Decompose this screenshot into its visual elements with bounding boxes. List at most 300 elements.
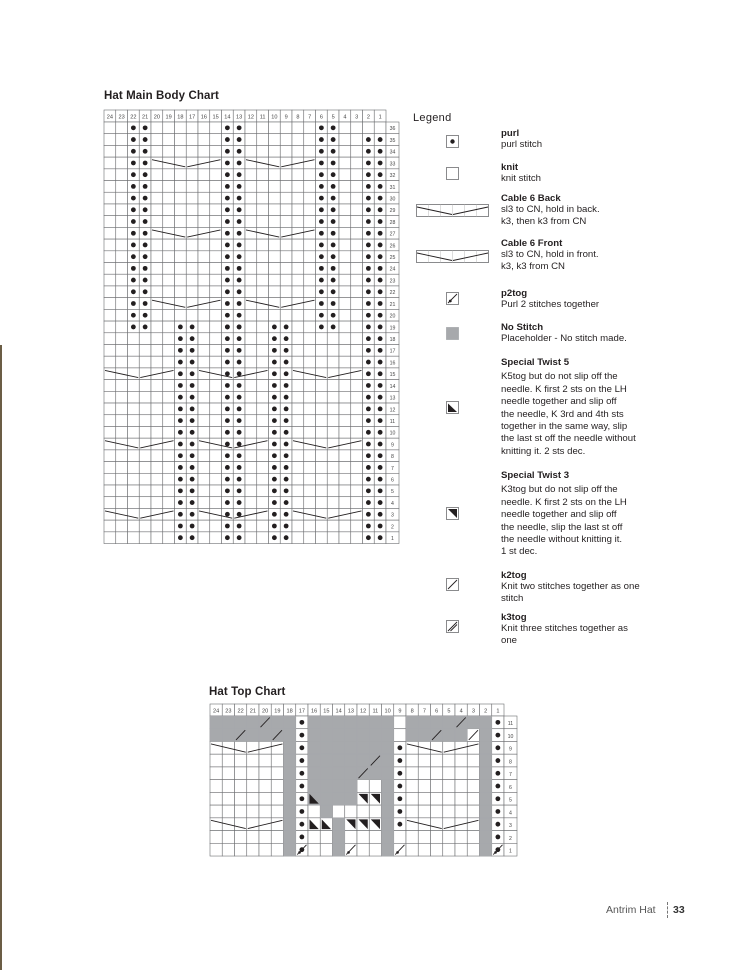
main-chart-cell (163, 356, 175, 368)
main-chart-cell (269, 204, 281, 216)
main-chart-cell (292, 309, 304, 321)
main-chart-cell (339, 157, 351, 169)
main-chart-row-label: 36 (389, 126, 396, 133)
main-chart-cell (257, 450, 269, 462)
main-chart-col-label: 15 (212, 114, 219, 121)
purl-dot (272, 371, 277, 376)
purl-dot (319, 266, 324, 271)
purl-dot (225, 137, 230, 142)
top-chart-cell (308, 805, 320, 818)
main-chart-cell (210, 216, 222, 228)
main-chart-cell (163, 145, 175, 157)
purl-dot (237, 395, 242, 400)
purl-dot (284, 383, 289, 388)
main-chart-cell (316, 520, 328, 532)
main-chart-cell (198, 497, 210, 509)
purl-dot (225, 196, 230, 201)
purl-dot (378, 430, 383, 435)
main-chart-cell (128, 356, 140, 368)
main-chart-cell (116, 145, 128, 157)
main-chart-cell (327, 497, 339, 509)
main-chart-cell (257, 204, 269, 216)
top-chart-cell (406, 818, 418, 831)
main-chart-cell (257, 239, 269, 251)
main-chart-cell (257, 473, 269, 485)
purl-dot (378, 266, 383, 271)
no-stitch-cell (345, 729, 357, 742)
top-chart-cell (418, 792, 430, 805)
top-chart-cell (271, 754, 283, 767)
main-chart-cell (210, 497, 222, 509)
no-stitch-cell (418, 729, 430, 742)
main-chart-cell (351, 309, 363, 321)
no-stitch-cell (333, 716, 345, 729)
main-chart-cell (316, 462, 328, 474)
top-chart-cell (210, 805, 222, 818)
main-chart-cell (292, 216, 304, 228)
purl-dot (378, 512, 383, 517)
main-chart-col-label: 20 (153, 114, 160, 121)
main-chart-cell (151, 344, 163, 356)
purl-dot (284, 488, 289, 493)
main-chart-cell (245, 450, 257, 462)
purl-dot (237, 254, 242, 259)
main-chart-cell (186, 263, 198, 275)
main-chart-cell (339, 380, 351, 392)
purl-dot (225, 231, 230, 236)
main-chart-cell (269, 122, 281, 134)
purl-dot (495, 809, 500, 814)
special-twist-3-icon (446, 507, 459, 520)
main-chart-cell (292, 403, 304, 415)
main-chart-col-label: 11 (259, 114, 266, 121)
main-chart-cell (198, 344, 210, 356)
top-chart-row-label: 7 (509, 772, 512, 779)
top-chart-cell (443, 780, 455, 793)
purl-dot (378, 524, 383, 529)
main-chart-cell (316, 415, 328, 427)
main-chart-cell (198, 368, 210, 380)
no-stitch-cell (357, 729, 369, 742)
purl-dot (319, 125, 324, 130)
main-chart-cell (327, 520, 339, 532)
main-chart-cell (257, 391, 269, 403)
main-chart-cell (257, 403, 269, 415)
main-chart-col-label: 8 (296, 114, 300, 121)
main-chart-cell (151, 462, 163, 474)
purl-dot (272, 336, 277, 341)
purl-dot (143, 207, 148, 212)
purl-dot (225, 488, 230, 493)
purl-dot (366, 383, 371, 388)
top-chart-cell (418, 780, 430, 793)
main-chart-row-label: 5 (391, 489, 394, 496)
legend-name: Cable 6 Back (501, 193, 561, 204)
top-chart-col-label: 15 (323, 708, 330, 715)
legend-name: purl (501, 128, 520, 139)
main-chart-cell (304, 145, 316, 157)
main-chart-cell (245, 181, 257, 193)
no-stitch-cell (357, 716, 369, 729)
main-chart-cell (245, 251, 257, 263)
main-chart-cell (245, 239, 257, 251)
main-chart-cell (304, 204, 316, 216)
p2tog-icon (446, 292, 459, 305)
top-chart-cell (394, 831, 406, 844)
main-chart-cell (198, 380, 210, 392)
purl-dot (331, 325, 336, 330)
main-chart-cell (186, 286, 198, 298)
main-chart-col-label: 23 (118, 114, 125, 121)
main-chart-cell (351, 391, 363, 403)
top-chart-cell (443, 805, 455, 818)
purl-dot (299, 809, 304, 814)
footer-title: Antrim Hat (606, 904, 656, 916)
main-chart-cell (339, 145, 351, 157)
main-chart-cell (257, 426, 269, 438)
purl-dot (237, 231, 242, 236)
top-chart-cell (235, 843, 247, 856)
no-stitch-cell (284, 729, 296, 742)
main-chart-cell (116, 239, 128, 251)
main-chart-cell (116, 157, 128, 169)
main-chart-cell (151, 309, 163, 321)
main-chart-cell (151, 485, 163, 497)
main-chart-cell (245, 274, 257, 286)
purl-dot-icon (446, 135, 459, 148)
purl-dot (284, 360, 289, 365)
main-chart-row-label: 30 (389, 196, 396, 203)
purl-dot (225, 336, 230, 341)
purl-dot (237, 442, 242, 447)
main-chart-cell (198, 122, 210, 134)
main-chart-cell (351, 462, 363, 474)
main-chart-cell (186, 181, 198, 193)
main-chart-row-label: 12 (389, 407, 396, 414)
main-chart-cell (104, 216, 116, 228)
main-chart-cell (163, 473, 175, 485)
purl-dot (378, 289, 383, 294)
main-chart-cell (104, 462, 116, 474)
top-chart-cell (455, 805, 467, 818)
no-stitch-cell (382, 767, 394, 780)
purl-dot (299, 733, 304, 738)
main-chart-cell (292, 286, 304, 298)
main-chart-cell (327, 333, 339, 345)
top-chart-cell (467, 805, 479, 818)
main-chart-cell (175, 216, 187, 228)
top-chart-cell (210, 831, 222, 844)
main-chart-cell (198, 415, 210, 427)
main-chart-cell (351, 415, 363, 427)
main-chart-cell (104, 204, 116, 216)
purl-dot (366, 430, 371, 435)
top-chart-cell (455, 843, 467, 856)
main-chart-cell (292, 263, 304, 275)
main-chart-cell (151, 286, 163, 298)
main-chart-cell (210, 134, 222, 146)
top-chart-row-label: 10 (507, 733, 514, 740)
purl-dot (366, 360, 371, 365)
purl-dot (131, 301, 136, 306)
main-chart-cell (104, 122, 116, 134)
purl-dot (225, 161, 230, 166)
main-chart-cell (245, 485, 257, 497)
purl-dot (225, 254, 230, 259)
main-chart-cell (363, 122, 375, 134)
main-chart-cell (339, 426, 351, 438)
purl-dot (272, 500, 277, 505)
purl-dot (190, 360, 195, 365)
no-stitch-cell (284, 805, 296, 818)
no-stitch-cell (480, 729, 492, 742)
no-stitch-cell (284, 767, 296, 780)
main-chart-cell (116, 356, 128, 368)
purl-dot (143, 278, 148, 283)
purl-dot (272, 442, 277, 447)
purl-dot (378, 395, 383, 400)
purl-dot (225, 207, 230, 212)
top-chart-cell (320, 843, 332, 856)
purl-dot (143, 325, 148, 330)
purl-dot (378, 313, 383, 318)
top-chart-cell (357, 843, 369, 856)
purl-dot (237, 207, 242, 212)
purl-dot (319, 278, 324, 283)
main-chart-cell (245, 263, 257, 275)
no-stitch-cell (320, 729, 332, 742)
main-chart-cell (151, 298, 163, 310)
main-chart-cell (198, 485, 210, 497)
top-chart-cell (431, 843, 443, 856)
top-chart-cell (443, 767, 455, 780)
main-chart-cell (304, 321, 316, 333)
legend-name: No Stitch (501, 322, 544, 333)
purl-dot (299, 745, 304, 750)
main-chart-cell (351, 426, 363, 438)
no-stitch-cell (480, 741, 492, 754)
main-chart-cell (292, 251, 304, 263)
purl-dot (366, 266, 371, 271)
main-chart-col-label: 6 (319, 114, 323, 121)
main-chart-cell (351, 403, 363, 415)
main-chart-cell (104, 298, 116, 310)
main-chart-cell (351, 274, 363, 286)
main-chart-cell (151, 415, 163, 427)
main-chart-cell (175, 134, 187, 146)
main-chart-cell (163, 251, 175, 263)
purl-dot (178, 535, 183, 540)
main-chart-cell (163, 426, 175, 438)
purl-dot (366, 418, 371, 423)
purl-dot (331, 289, 336, 294)
purl-dot (366, 336, 371, 341)
main-chart-row-label: 33 (389, 161, 396, 168)
main-chart-cell (339, 251, 351, 263)
top-chart-cell (308, 831, 320, 844)
no-stitch-cell (382, 754, 394, 767)
main-chart-cell (292, 520, 304, 532)
main-chart-cell (304, 309, 316, 321)
purl-dot (237, 266, 242, 271)
purl-dot (366, 465, 371, 470)
main-chart-cell (198, 239, 210, 251)
main-chart-cell (257, 497, 269, 509)
top-chart-cell (455, 780, 467, 793)
main-chart-cell (175, 274, 187, 286)
no-stitch-cell (320, 780, 332, 793)
main-chart-cell (151, 403, 163, 415)
main-chart-col-label: 9 (284, 114, 288, 121)
purl-dot (366, 301, 371, 306)
main-chart-cell (351, 122, 363, 134)
main-chart-cell (292, 532, 304, 544)
main-chart-cell (304, 157, 316, 169)
top-chart-cell (431, 767, 443, 780)
purl-dot (319, 301, 324, 306)
legend-name: Special Twist 3 (501, 470, 570, 481)
main-chart-cell (280, 181, 292, 193)
main-chart-col-label: 4 (343, 114, 347, 121)
main-chart-cell (304, 134, 316, 146)
main-chart-cell (198, 274, 210, 286)
purl-dot (272, 406, 277, 411)
main-chart-cell (210, 145, 222, 157)
main-chart-cell (304, 403, 316, 415)
main-chart-row-label: 26 (389, 243, 396, 250)
purl-dot (319, 207, 324, 212)
main-chart-cell (198, 286, 210, 298)
no-stitch-cell (443, 729, 455, 742)
main-chart-row-label: 25 (389, 255, 396, 262)
main-chart-cell (257, 438, 269, 450)
main-chart-cell (339, 204, 351, 216)
purl-dot (284, 524, 289, 529)
main-chart-cell (139, 426, 151, 438)
main-chart-cell (116, 380, 128, 392)
no-stitch-cell (320, 716, 332, 729)
main-chart-cell (186, 169, 198, 181)
purl-dot (331, 313, 336, 318)
main-chart-cell (198, 192, 210, 204)
no-stitch-cell (480, 780, 492, 793)
no-stitch-cell (259, 729, 271, 742)
purl-dot (284, 406, 289, 411)
main-chart-cell (186, 192, 198, 204)
main-chart-cell (210, 380, 222, 392)
purl-dot (178, 524, 183, 529)
purl-dot (378, 406, 383, 411)
main-chart-cell (280, 274, 292, 286)
main-chart-cell (104, 333, 116, 345)
purl-dot (178, 488, 183, 493)
main-chart-cell (104, 356, 116, 368)
no-stitch-cell (222, 729, 234, 742)
purl-dot (143, 231, 148, 236)
purl-dot (366, 243, 371, 248)
top-chart-cell (467, 780, 479, 793)
main-chart-cell (351, 380, 363, 392)
top-chart-cell (467, 767, 479, 780)
main-chart-row-label: 28 (389, 219, 396, 226)
purl-dot (272, 395, 277, 400)
top-chart-col-label: 8 (410, 708, 414, 715)
no-stitch-cell (284, 831, 296, 844)
top-chart-cell (271, 741, 283, 754)
main-chart-cell (351, 508, 363, 520)
main-chart-cell (104, 520, 116, 532)
purl-dot (366, 161, 371, 166)
main-chart-cell (280, 134, 292, 146)
main-chart-cell (257, 181, 269, 193)
main-chart-cell (351, 473, 363, 485)
main-chart-cell (151, 391, 163, 403)
purl-dot (378, 219, 383, 224)
main-chart-row-label: 27 (389, 231, 396, 238)
main-chart-col-label: 22 (130, 114, 137, 121)
purl-dot (272, 418, 277, 423)
top-chart-cell (394, 729, 406, 742)
main-chart-cell (104, 145, 116, 157)
main-chart-row-label: 1 (391, 536, 394, 543)
top-chart-cell (222, 831, 234, 844)
main-chart-cell (257, 216, 269, 228)
main-chart-row-label: 34 (389, 149, 396, 156)
main-chart-cell (257, 415, 269, 427)
purl-dot (190, 336, 195, 341)
top-chart-cell (210, 818, 222, 831)
main-chart-cell (139, 391, 151, 403)
no-stitch-cell (210, 716, 222, 729)
main-chart-cell (163, 321, 175, 333)
top-chart-cell (259, 792, 271, 805)
main-chart-cell (210, 391, 222, 403)
no-stitch-cell (369, 741, 381, 754)
purl-dot (331, 149, 336, 154)
purl-dot (378, 336, 383, 341)
main-chart-cell (351, 438, 363, 450)
purl-dot (284, 453, 289, 458)
purl-dot (225, 243, 230, 248)
main-chart-cell (128, 344, 140, 356)
purl-dot (272, 477, 277, 482)
main-chart-cell (351, 368, 363, 380)
purl-dot (284, 442, 289, 447)
no-stitch-cell (320, 754, 332, 767)
no-stitch-cell (418, 716, 430, 729)
main-chart-cell (257, 274, 269, 286)
main-chart-cell (163, 192, 175, 204)
top-chart-cell (308, 843, 320, 856)
purl-dot (131, 161, 136, 166)
main-chart-cell (351, 192, 363, 204)
purl-dot (319, 172, 324, 177)
purl-dot (272, 348, 277, 353)
top-chart-col-label: 17 (298, 708, 305, 715)
top-chart-col-label: 18 (286, 708, 293, 715)
main-chart-col-label: 12 (247, 114, 254, 121)
cable-back-icon (416, 204, 490, 217)
main-chart-cell (257, 309, 269, 321)
main-chart-cell (351, 145, 363, 157)
main-chart-cell (304, 473, 316, 485)
purl-dot (190, 395, 195, 400)
purl-dot (284, 512, 289, 517)
main-chart-cell (151, 122, 163, 134)
main-chart-cell (104, 450, 116, 462)
top-chart-cell (235, 767, 247, 780)
main-chart-cell (245, 415, 257, 427)
